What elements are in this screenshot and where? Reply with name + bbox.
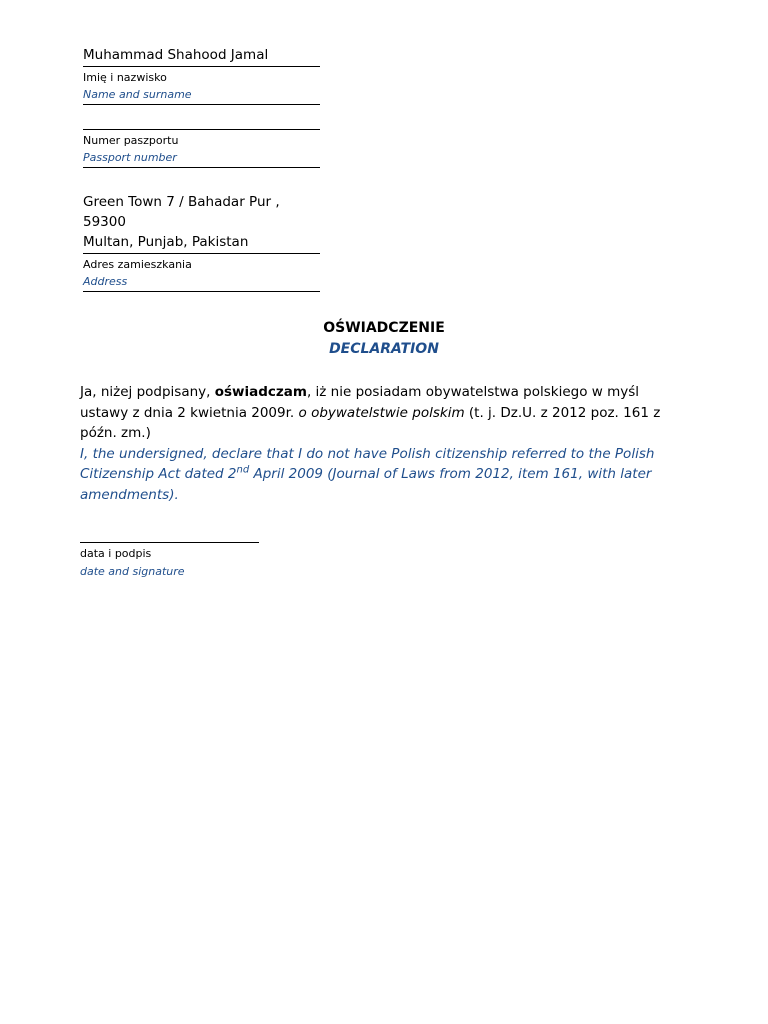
signature-label-pl: data i podpis bbox=[80, 547, 152, 560]
declaration-pl-part3: (t. j. Dz.U. z 2012 poz. 161 z późn. zm.) bbox=[80, 404, 661, 441]
declaration-en-sup: nd bbox=[236, 464, 250, 476]
address-field bbox=[83, 192, 320, 292]
address-value[interactable]: Green Town 7 / Bahadar Pur , 59300 Multan, Punjab, Pakistan bbox=[83, 192, 320, 254]
address-label-en: Address bbox=[83, 275, 320, 292]
name-field bbox=[83, 45, 320, 105]
declaration-text bbox=[80, 382, 690, 505]
address-label-pl: Adres zamieszkania bbox=[83, 258, 192, 271]
passport-value[interactable] bbox=[83, 108, 320, 130]
passport-label-en: Passport number bbox=[83, 151, 320, 168]
document-title bbox=[0, 318, 768, 360]
declaration-pl-part2: , iż nie posiadam obywatelstwa polskiego w myśl ustawy z dnia 2 kwietnia 2009r. bbox=[80, 384, 640, 421]
title-english: DECLARATION bbox=[329, 341, 439, 357]
signature-block bbox=[80, 542, 260, 579]
name-value[interactable]: Muhammad Shahood Jamal bbox=[83, 45, 320, 67]
declaration-en-part2: April 2009 (Journal of Laws from 2012, item 161, with later amendments). bbox=[80, 466, 652, 503]
declaration-english bbox=[80, 444, 690, 506]
signature-label-en: date and signature bbox=[80, 565, 185, 578]
passport-label-pl: Numer paszportu bbox=[83, 134, 179, 147]
name-label-en: Name and surname bbox=[83, 88, 320, 105]
declaration-pl-part1: Ja, niżej podpisany, bbox=[80, 384, 215, 400]
declaration-pl-italic: o obywatelstwie polskim bbox=[298, 404, 465, 421]
title-polish: OŚWIADCZENIE bbox=[323, 320, 445, 336]
passport-field bbox=[83, 108, 320, 168]
declaration-polish bbox=[80, 382, 690, 444]
name-label-pl: Imię i nazwisko bbox=[83, 71, 167, 84]
declaration-pl-bold: oświadczam bbox=[214, 384, 307, 400]
signature-line[interactable] bbox=[80, 542, 259, 543]
declaration-en-part1: I, the undersigned, declare that I do not have Polish citizenship referred to the Polish Citizenship Act dated 2 bbox=[80, 445, 655, 482]
